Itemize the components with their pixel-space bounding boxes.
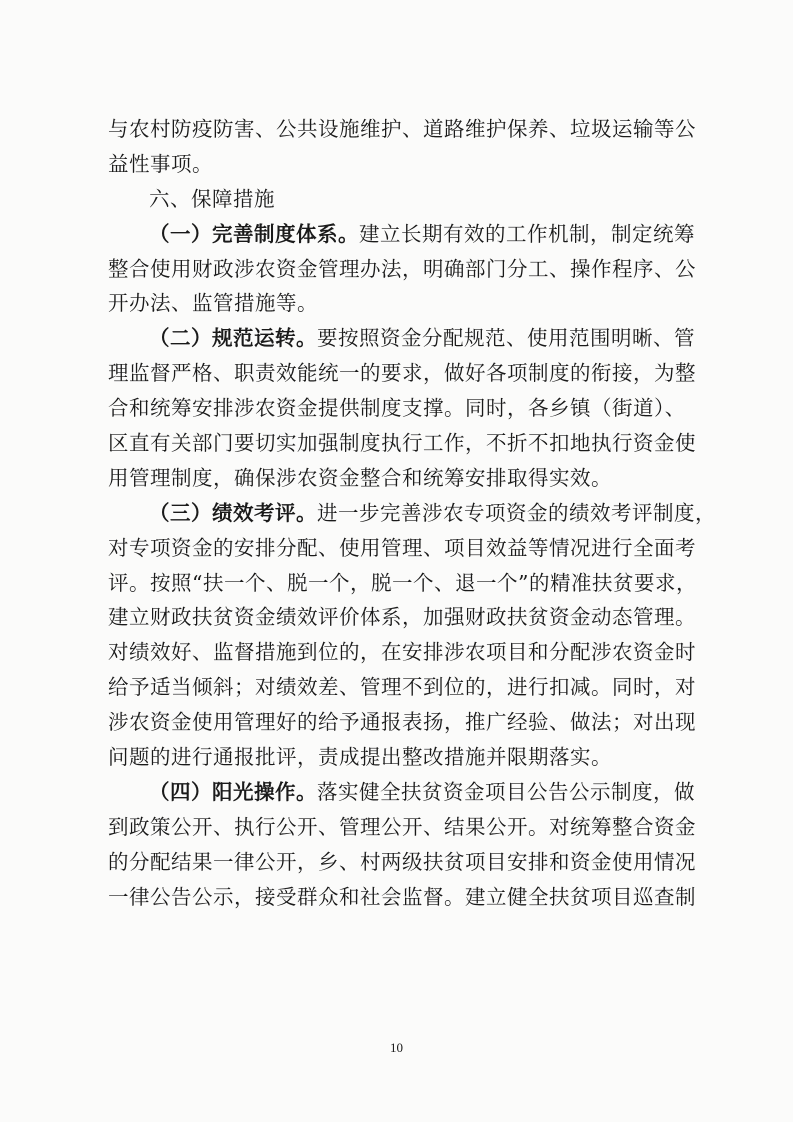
body-line: 对专项资金的安排分配、使用管理、项目效益等情况进行全面考 <box>108 535 696 560</box>
subsection-heading: （三）绩效考评。 <box>149 500 317 525</box>
body-text: 落实健全扶贫资金项目公告公示制度，做 <box>317 779 695 804</box>
body-line: 到政策公开、执行公开、管理公开、结果公开。对统筹整合资金 <box>108 814 696 839</box>
page-number: 10 <box>390 1040 403 1055</box>
body-line: 开办法、监管措施等。 <box>108 291 318 316</box>
body-line: 与农村防疫防害、公共设施维护、道路维护保养、垃圾运输等公 <box>108 117 696 141</box>
body-line: 整合使用财政涉农资金管理办法，明确部门分工、操作程序、公 <box>108 256 696 281</box>
body-line: 评。按照“扶一个、脱一个，脱一个、退一个”的精准扶贫要求， <box>108 570 697 595</box>
paragraph-start-line <box>108 321 695 356</box>
paragraph-start-line <box>108 775 695 810</box>
body-text: 进一步完善涉农专项资金的绩效考评制度， <box>317 500 716 525</box>
body-line: 区直有关部门要切实加强制度执行工作，不折不扣地执行资金使 <box>108 431 696 456</box>
body-line: 益性事项。 <box>108 151 213 176</box>
body-line: 理监督严格、职责效能统一的要求，做好各项制度的衔接，为整 <box>108 361 696 386</box>
body-line: 给予适当倾斜；对绩效差、管理不到位的，进行扣减。同时，对 <box>108 675 696 700</box>
body-line: 一律公告公示，接受群众和社会监督。建立健全扶贫项目巡查制 <box>108 884 696 909</box>
body-line: 问题的进行通报批评，责成提出整改措施并限期落实。 <box>108 745 612 770</box>
document-body <box>108 112 716 914</box>
body-line: 用管理制度，确保涉农资金整合和统筹安排取得实效。 <box>108 465 612 490</box>
section-heading: 六、保障措施 <box>149 186 275 211</box>
subsection-heading: （二）规范运转。 <box>149 326 317 351</box>
body-line: 建立财政扶贫资金绩效评价体系，加强财政扶贫资金动态管理。 <box>108 605 696 630</box>
subsection-heading: （一）完善制度体系。 <box>149 221 359 246</box>
body-line: 涉农资金使用管理好的给予通报表扬，推广经验、做法；对出现 <box>108 710 696 735</box>
subsection-heading: （四）阳光操作。 <box>149 779 317 804</box>
body-line: 合和统筹安排涉农资金提供制度支撑。同时，各乡镇（街道）、 <box>108 396 686 421</box>
body-text: 建立长期有效的工作机制，制定统筹 <box>359 221 695 246</box>
paragraph-start-line <box>108 217 695 252</box>
body-line: 的分配结果一律公开，乡、村两级扶贫项目安排和资金使用情况 <box>108 849 696 874</box>
body-line: 对绩效好、监督措施到位的，在安排涉农项目和分配涉农资金时 <box>108 640 696 665</box>
paragraph-start-line <box>108 496 716 531</box>
body-text: 要按照资金分配规范、使用范围明晰、管 <box>317 326 695 351</box>
